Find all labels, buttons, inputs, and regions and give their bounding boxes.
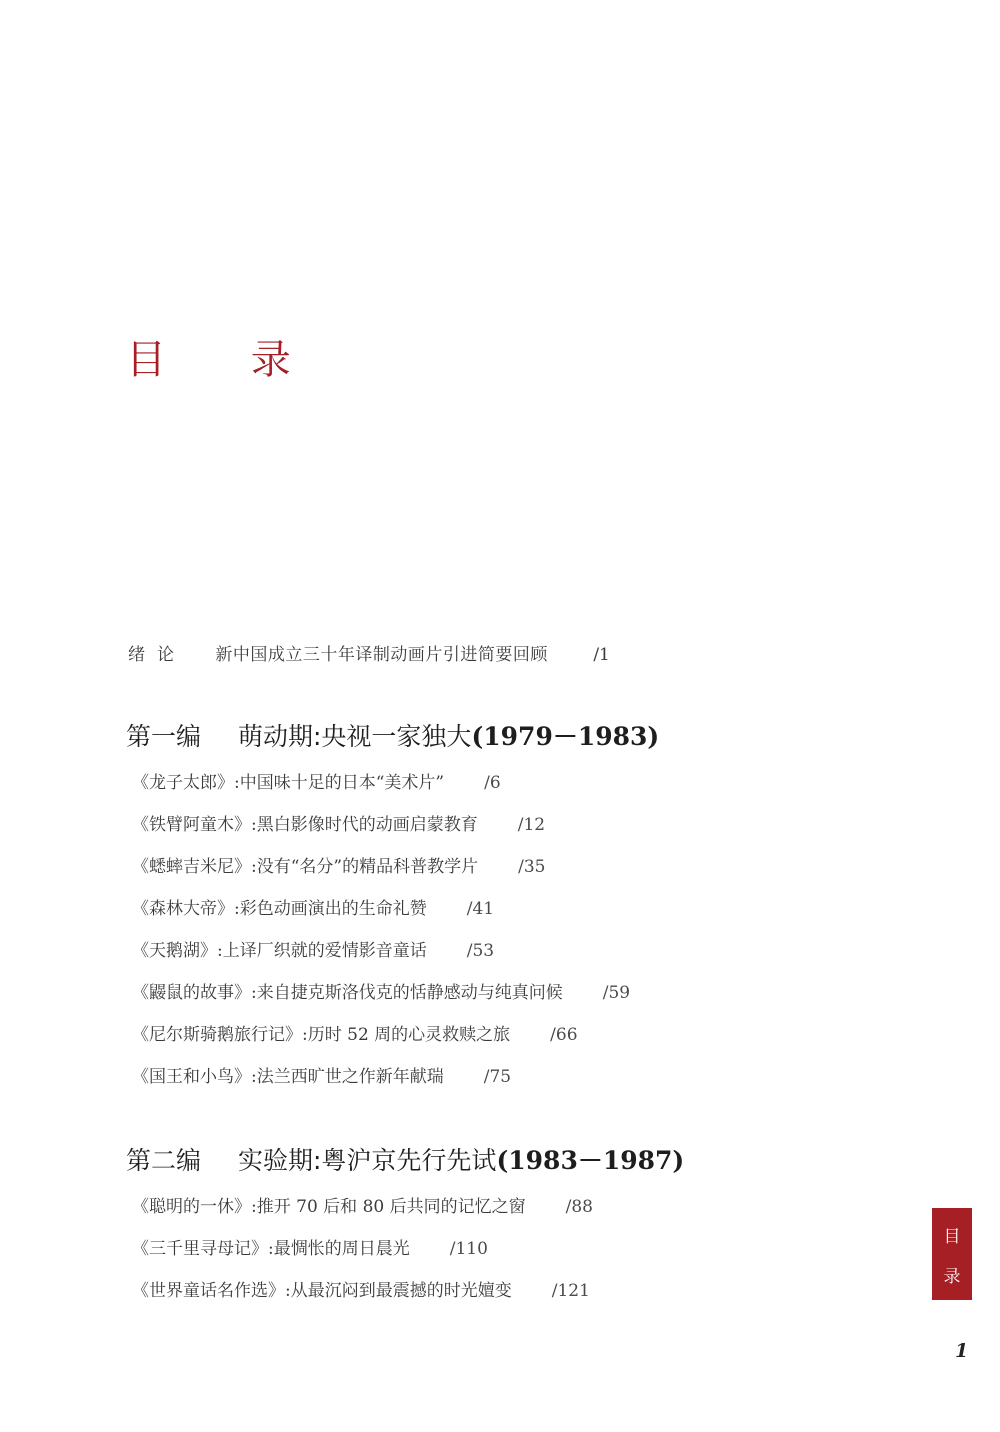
part-title: 实验期:粤沪京先行先试 [238, 1146, 497, 1175]
entry-title: 《森林大帝》:彩色动画演出的生命礼赞 [132, 899, 427, 919]
part-title: 萌动期:央视一家独大 [238, 722, 472, 751]
entry-page-number: /110 [449, 1239, 488, 1259]
part-number: 第二编 [126, 1146, 202, 1175]
entry-page-number: /121 [551, 1281, 590, 1301]
entry-page-number: /59 [602, 983, 631, 1003]
entry-title: 《蟋蟀吉米尼》:没有“名分”的精品科普教学片 [132, 857, 479, 877]
entry-page-number: /41 [466, 899, 495, 919]
entry-page-number: /35 [518, 857, 546, 877]
entry-page-number: /75 [483, 1067, 512, 1087]
page-title: 目 录 [126, 337, 327, 383]
entry-title: 《铁臂阿童木》:黑白影像时代的动画启蒙教育 [132, 815, 478, 835]
entry-page-number: /66 [550, 1025, 578, 1045]
toc-entry[interactable] [132, 980, 630, 1022]
entry-title: 《三千里寻母记》:最惆怅的周日晨光 [132, 1239, 410, 1259]
entry-title: 《国王和小鸟》:法兰西旷世之作新年献瑞 [132, 1067, 444, 1087]
entry-title: 《聪明的一休》:推开 70 后和 80 后共同的记忆之窗 [132, 1197, 526, 1217]
part-number: 第一编 [126, 722, 202, 751]
part-1-entries [132, 770, 630, 1106]
entry-page-number: /12 [517, 815, 546, 835]
toc-entry[interactable] [132, 1278, 593, 1320]
toc-entry[interactable] [132, 1022, 630, 1064]
part-2-entries [132, 1194, 593, 1320]
introduction-entry[interactable] [128, 640, 610, 665]
introduction-label: 绪论 [128, 645, 186, 665]
entry-page-number: /6 [484, 773, 501, 793]
toc-entry[interactable] [132, 854, 630, 896]
entry-title: 《天鹅湖》:上译厂织就的爱情影音童话 [132, 941, 427, 961]
entry-title: 《尼尔斯骑鹅旅行记》:历时 52 周的心灵救赎之旅 [132, 1025, 511, 1045]
introduction-page-number: /1 [593, 645, 610, 665]
side-tab-char: 目 [943, 1226, 961, 1247]
part-heading-2[interactable] [126, 1148, 684, 1173]
entry-page-number: /88 [565, 1197, 593, 1217]
toc-entry[interactable] [132, 770, 630, 812]
entry-page-number: /53 [466, 941, 495, 961]
entry-title: 《鼹鼠的故事》:来自捷克斯洛伐克的恬静感动与纯真问候 [132, 983, 563, 1003]
toc-entry[interactable] [132, 938, 630, 980]
toc-entry[interactable] [132, 812, 630, 854]
entry-title: 《龙子太郎》:中国味十足的日本“美术片” [132, 773, 445, 793]
toc-entry[interactable] [132, 1236, 593, 1278]
part-heading-1[interactable] [126, 724, 659, 749]
part-years: (1979－1983) [471, 722, 660, 751]
section-side-tab [932, 1208, 972, 1300]
toc-entry[interactable] [132, 896, 630, 938]
toc-entry[interactable] [132, 1064, 630, 1106]
page-number: 1 [955, 1340, 969, 1362]
part-years: (1983－1987) [496, 1146, 685, 1175]
entry-title: 《世界童话名作选》:从最沉闷到最震撼的时光嬗变 [132, 1281, 512, 1301]
side-tab-char: 录 [943, 1266, 961, 1287]
introduction-title: 新中国成立三十年译制动画片引进简要回顾 [215, 645, 548, 665]
toc-entry[interactable] [132, 1194, 593, 1236]
